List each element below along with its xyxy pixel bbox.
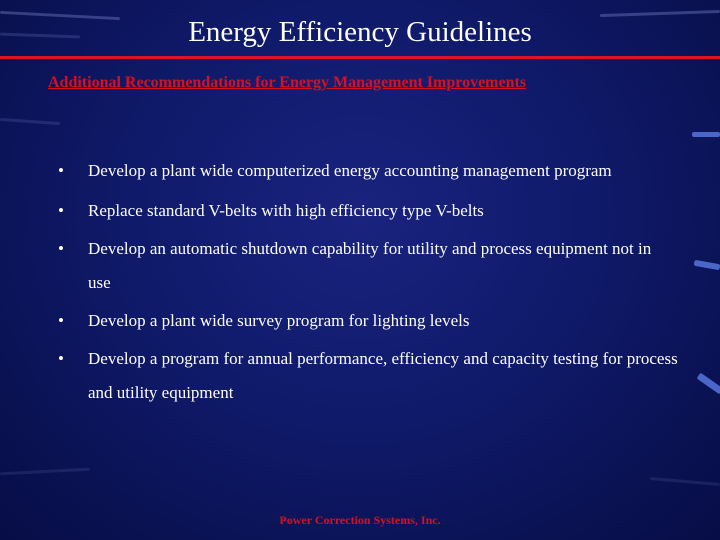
bullet-list (58, 152, 678, 413)
bullet-dot: • (58, 311, 64, 330)
bullet-text: Develop an automatic shutdown capability for utility and process equipment not in use (88, 239, 652, 292)
bullet-dot: • (58, 239, 64, 258)
bullet-dot: • (58, 161, 64, 180)
bullet-item (58, 303, 678, 339)
title-divider (0, 56, 720, 59)
bullet-text: Replace standard V-belts with high efficiency type V-belts (88, 201, 484, 220)
bullet-dot: • (58, 201, 64, 220)
bullet-item (58, 152, 678, 190)
decorative-edge-mark (692, 132, 720, 137)
decorative-edge-mark (694, 260, 720, 270)
bullet-item (58, 193, 678, 229)
bullet-text: Develop a plant wide survey program for lighting levels (88, 311, 470, 330)
slide-subtitle: Additional Recommendations for Energy Management Improvements (48, 74, 527, 91)
bullet-dot: • (58, 349, 64, 368)
bullet-item (58, 232, 678, 300)
footer-company: Power Correction Systems, Inc. (279, 513, 441, 527)
bullet-item (58, 342, 678, 410)
bullet-text: Develop a plant wide computerized energy accounting management program (88, 161, 612, 180)
decorative-streak (0, 468, 90, 476)
decorative-streak (650, 477, 720, 486)
slide-title: Energy Efficiency Guidelines (188, 16, 532, 48)
decorative-streak (0, 118, 60, 125)
decorative-edge-mark (697, 373, 720, 395)
bullet-text: Develop a program for annual performance, efficiency and capacity testing for process and utility equipment (88, 349, 678, 402)
